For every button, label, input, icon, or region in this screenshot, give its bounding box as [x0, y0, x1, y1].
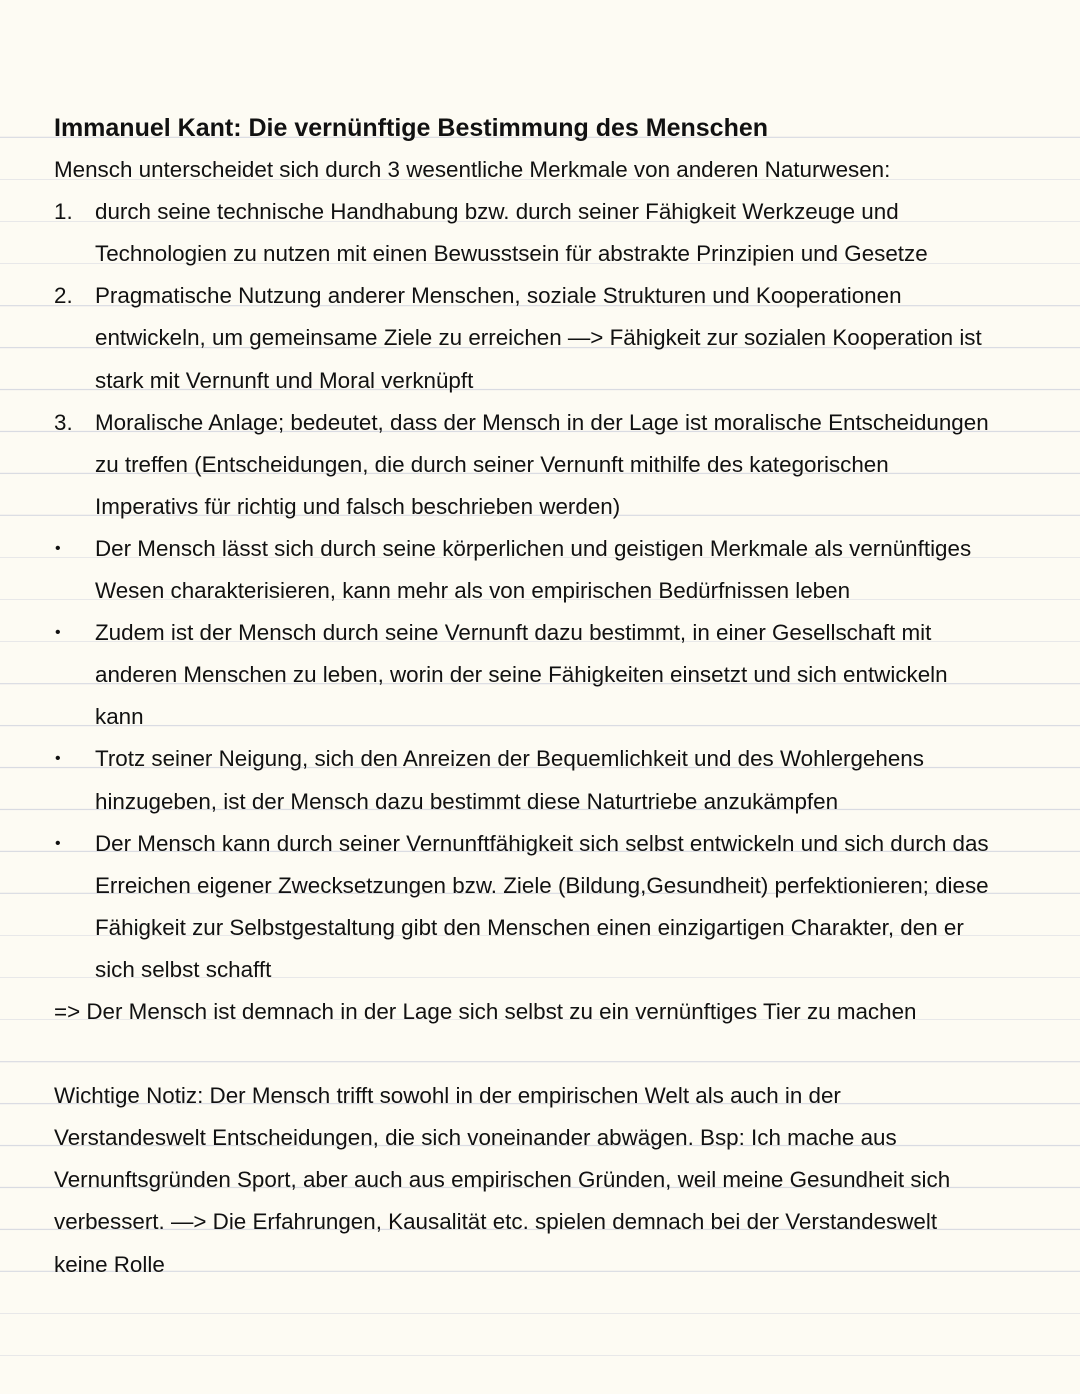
numbered-item-line: entwickeln, um gemeinsame Ziele zu erreichen —> Fähigkeit zur sozialen Kooperation ist: [95, 325, 982, 351]
bullet-text: Der Mensch kann durch seiner Vernunftfähigkeit sich selbst entwickeln und sich durch das: [95, 830, 989, 856]
conclusion-text: => Der Mensch ist demnach in der Lage sich selbst zu ein vernünftiges Tier zu machen: [54, 998, 917, 1024]
numbered-item-line: Technologien zu nutzen mit einen Bewusstsein für abstrakte Prinzipien und Gesetze: [95, 241, 928, 267]
bullet-item-3: [0, 738, 1080, 822]
note-line: Wichtige Notiz: Der Mensch trifft sowohl in der empirischen Welt als auch in der: [54, 1083, 841, 1109]
bullet-item-line: [0, 612, 1080, 654]
blank-line: [0, 1033, 1080, 1075]
bullet-item-line: Erreichen eigener Zwecksetzungen bzw. Ziele (Bildung,Gesundheit) perfektionieren; diese: [95, 872, 989, 898]
page-top-margin: [0, 0, 1080, 96]
bullet-item-line: Fähigkeit zur Selbstgestaltung gibt den Menschen einen einzigartigen Charakter, den er: [95, 914, 964, 940]
intro-text: Mensch unterscheidet sich durch 3 wesentliche Merkmale von anderen Naturwesen:: [54, 157, 891, 183]
bullet-icon: •: [55, 539, 61, 557]
item-number: 1.: [54, 199, 73, 225]
bullet-icon: •: [55, 834, 61, 852]
item-number: 3.: [54, 409, 73, 435]
bullet-item-1: [0, 528, 1080, 612]
numbered-item-line: [0, 275, 1080, 317]
note-line: verbessert. —> Die Erfahrungen, Kausalität etc. spielen demnach bei der Verstandeswelt: [54, 1209, 938, 1235]
bullet-item-line: [0, 823, 1080, 865]
important-note: [0, 1075, 1080, 1285]
numbered-item-line: [0, 191, 1080, 233]
numbered-item-line: [0, 402, 1080, 444]
note-line: keine Rolle: [54, 1251, 165, 1277]
bullet-item-line: anderen Menschen zu leben, worin der seine Fähigkeiten einsetzt und sich entwickeln: [95, 662, 948, 688]
bullet-item-2: [0, 612, 1080, 738]
item-text: Pragmatische Nutzung anderer Menschen, soziale Strukturen und Kooperationen: [95, 283, 902, 309]
note-page: [0, 107, 1080, 1286]
numbered-item-line: Imperativs für richtig und falsch beschrieben werden): [95, 493, 621, 519]
note-line: Vernunftsgründen Sport, aber auch aus empirischen Gründen, weil meine Gesundheit sich: [54, 1167, 951, 1193]
bullet-icon: •: [55, 750, 61, 768]
bullet-item-line: kann: [95, 704, 144, 730]
page-title: Immanuel Kant: Die vernünftige Bestimmung des Menschen: [54, 114, 769, 142]
bullet-item-line: [0, 528, 1080, 570]
bullet-item-line: [0, 738, 1080, 780]
bullet-item-line: hinzugeben, ist der Mensch dazu bestimmt diese Naturtriebe anzukämpfen: [95, 788, 839, 814]
item-text: durch seine technische Handhabung bzw. durch seiner Fähigkeit Werkzeuge und: [95, 199, 899, 225]
bullet-text: Zudem ist der Mensch durch seine Vernunft dazu bestimmt, in einer Gesellschaft mit: [95, 620, 932, 646]
numbered-item-2: [0, 275, 1080, 401]
bullet-icon: •: [55, 624, 61, 642]
bullet-text: Trotz seiner Neigung, sich den Anreizen der Bequemlichkeit und des Wohlergehens: [95, 746, 924, 772]
numbered-item-line: zu treffen (Entscheidungen, die durch seiner Vernunft mithilfe des kategorischen: [95, 451, 889, 477]
bullet-item-line: sich selbst schafft: [95, 956, 272, 982]
item-text: Moralische Anlage; bedeutet, dass der Mensch in der Lage ist moralische Entscheidungen: [95, 409, 989, 435]
numbered-item-3: [0, 402, 1080, 528]
bullet-text: Der Mensch lässt sich durch seine körperlichen und geistigen Merkmale als vernünftiges: [95, 535, 972, 561]
numbered-item-1: [0, 191, 1080, 275]
note-line: Verstandeswelt Entscheidungen, die sich voneinander abwägen. Bsp: Ich mache aus: [54, 1125, 897, 1151]
item-number: 2.: [54, 283, 73, 309]
bullet-item-4: [0, 823, 1080, 991]
bullet-item-line: Wesen charakterisieren, kann mehr als von empirischen Bedürfnissen leben: [95, 578, 851, 604]
numbered-item-line: stark mit Vernunft und Moral verknüpft: [95, 367, 474, 393]
